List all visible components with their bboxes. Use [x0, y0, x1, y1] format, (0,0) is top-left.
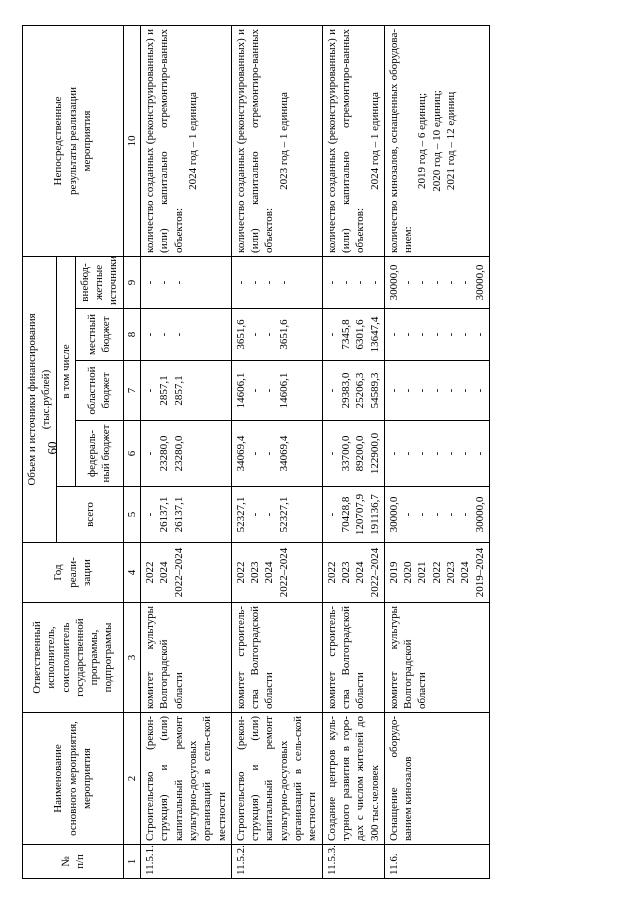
row-federal: - 23280,0 23280,0 [141, 421, 232, 487]
row-name: Создание центров куль-турного развития в горо-дах с числом жителей до 300 тыс.человек [322, 713, 384, 845]
table-row [322, 25, 384, 878]
header-year: Год реали- зации [23, 543, 124, 603]
header-federal: федераль- ный бюджет [75, 421, 123, 487]
row-extrabudget: - - - [141, 256, 232, 308]
row-regional: - - - - - - - [384, 361, 489, 421]
row-total: 52327,1 - - 52327,1 [231, 487, 322, 543]
row-regional: - 29383,0 25206,3 54589,3 [322, 361, 384, 421]
row-years: 2019 2020 2021 2022 2023 2024 2019–2024 [384, 543, 489, 603]
row-regional: 14606,1 - - 14606,1 [231, 361, 322, 421]
row-name: Строительство (рекон-струкция) и (или) капитальный ремонт культурно-досуговых организаций в сель-ской местности [141, 713, 232, 845]
row-result [141, 25, 232, 256]
result-text: количество созданных (реконструированных) и (или) капитально отремонтиро-ванных объектов: [234, 28, 276, 253]
col-number: 9 [123, 256, 140, 308]
row-years: 2022 2023 2024 2022–2024 [322, 543, 384, 603]
row-name: Оснащение оборудо-ванием кинозалов [384, 713, 489, 845]
result-years: 2024 год – 1 единица [368, 92, 381, 190]
header-including: в том числе [56, 256, 75, 486]
header-num: № п/п [23, 845, 124, 879]
result-years: 2023 год – 1 единица [277, 92, 290, 190]
row-local: - - - [141, 309, 232, 361]
row-years: 2022 2023 2024 2022–2024 [231, 543, 322, 603]
row-num: 11.5.3. [322, 845, 384, 879]
row-result [322, 25, 384, 256]
row-local: - - - - - - - [384, 309, 489, 361]
row-num: 11.5.2. [231, 845, 322, 879]
header-regional: областной бюджет [75, 361, 123, 421]
page-number: 60 [44, 441, 60, 455]
row-executor: комитет строитель-ства Волгоградской области [322, 603, 384, 713]
row-num: 11.6. [384, 845, 489, 879]
col-number: 1 [123, 845, 140, 879]
row-extrabudget: 30000,0 - - - - - 30000,0 [384, 256, 489, 308]
row-total: 30000,0 - - - - - 30000,0 [384, 487, 489, 543]
col-number: 8 [123, 309, 140, 361]
row-executor: комитет культуры Волгоградской области [384, 603, 489, 713]
col-number: 5 [123, 487, 140, 543]
result-text: количество созданных (реконструированных) и (или) капитально отремонтиро-ванных объектов: [144, 28, 185, 253]
result-text: количество созданных (реконструированных) и (или) капитально отремонтиро-ванных объектов: [325, 28, 367, 253]
col-number: 6 [123, 421, 140, 487]
row-extrabudget: - - - - [231, 256, 322, 308]
table-row [141, 25, 232, 878]
col-number: 2 [123, 713, 140, 845]
row-local: - 7345,8 6301,6 13647,4 [322, 309, 384, 361]
row-local: 3651,6 - - 3651,6 [231, 309, 322, 361]
result-years: 2024 год – 1 единица [186, 92, 199, 190]
result-years: 2019 год – 6 единиц; 2020 год – 10 единиц; 2021 год – 12 единиц [416, 90, 458, 192]
row-result [231, 25, 322, 256]
table-row [384, 25, 489, 878]
header-total: всего [56, 487, 123, 543]
row-executor: комитет строитель-ства Волгоградской области [231, 603, 322, 713]
row-total: - 70428,8 120707,9 191136,7 [322, 487, 384, 543]
row-federal: - - - - - - - [384, 421, 489, 487]
row-regional: - 2857,1 2857,1 [141, 361, 232, 421]
header-extrabudget: внебюд- жетные источники [75, 256, 123, 308]
financing-table [22, 25, 490, 879]
row-federal: 34069,4 - - 34069,4 [231, 421, 322, 487]
header-executor: Ответственный исполнитель, соисполнитель государственной программы, подпрограммы [23, 603, 124, 713]
row-extrabudget: - - - - [322, 256, 384, 308]
col-number: 4 [123, 543, 140, 603]
header-financing: Объем и источники финансирования (тыс.рублей) [23, 256, 57, 542]
row-result [384, 25, 489, 256]
col-number: 10 [123, 25, 140, 256]
header-local: местный бюджет [75, 309, 123, 361]
col-number: 3 [123, 603, 140, 713]
header-name: Наименование основного мероприятия, мероприятия [23, 713, 124, 845]
rotated-table-area [22, 26, 617, 879]
row-years: 2022 2024 2022–2024 [141, 543, 232, 603]
header-results: Непосредственные результаты реализации мероприятия [23, 25, 124, 256]
row-num: 11.5.1. [141, 845, 232, 879]
col-number: 7 [123, 361, 140, 421]
row-name: Строительство (рекон-струкция) и (или) капитальный ремонт культурно-досуговых организаций в сель-ской местности [231, 713, 322, 845]
row-federal: - 33700,0 89200,0 122900,0 [322, 421, 384, 487]
result-text: количество кинозалов, оснащенных оборудова-нием: [387, 28, 415, 253]
table-row [231, 25, 322, 878]
row-executor: комитет культуры Волгоградской области [141, 603, 232, 713]
row-total: - 26137,1 26137,1 [141, 487, 232, 543]
